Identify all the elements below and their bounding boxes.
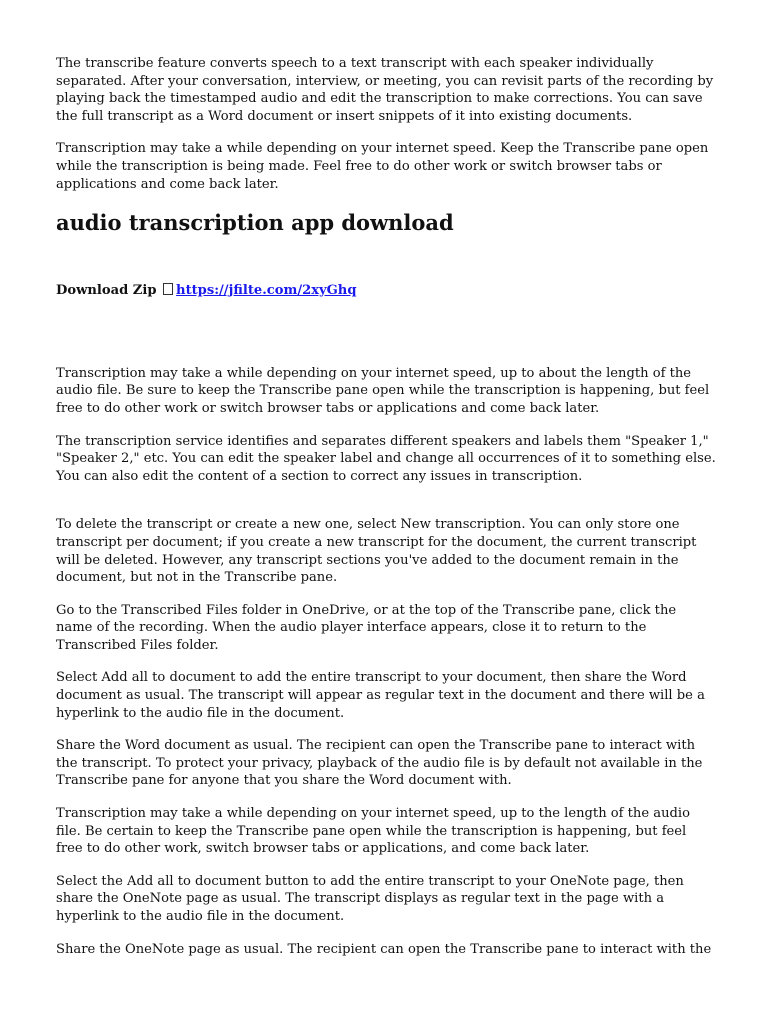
body-paragraph-8: Select the Add all to document button to add the entire transcript to your OneNote page, then share the OneNote page as usual. The transcript displays as regular text in the page with a hyperlink to the audio file in the document. — [56, 873, 684, 924]
body-paragraph-3: To delete the transcript or create a new one, select New transcription. You can only store one transcript per document; if you create a new transcript for the document, the current transcript will be deleted. However, any transcript sections you've added to the document remain in the document, but not in the Transcribe pane. — [56, 517, 697, 586]
document-page — [56, 55, 716, 958]
body-paragraph-7: Transcription may take a while depending on your internet speed, up to the length of the audio file. Be certain to keep the Transcribe pane open while the transcription is happening, but feel free to do other work, switch browser tabs or applications, and come back later. — [56, 806, 690, 857]
body-paragraph-2: The transcription service identifies and separates different speakers and labels them "Speaker 1," "Speaker 2," etc. You can edit the speaker label and change all occurrences of it to something else. You can also edit the content of a section to correct any issues in transcription. — [56, 433, 716, 484]
body-paragraph-9: Share the OneNote page as usual. The recipient can open the Transcribe pane to interact with the — [56, 941, 712, 957]
body-paragraph-5: Select Add all to document to add the entire transcript to your document, then share the Word document as usual. The transcript will appear as regular text in the document and there will be a hyperlink to the audio file in the document. — [56, 670, 705, 721]
intro-paragraph-1: The transcribe feature converts speech to a text transcript with each speaker individually separated. After your conversation, interview, or meeting, you can revisit parts of the recording by playing back the timestamped audio and edit the transcription to make corrections. You can save the full transcript as a Word document or insert snippets of it into existing documents. — [56, 56, 714, 124]
body-paragraph-1: Transcription may take a while depending on your internet speed, up to about the length of the audio file. Be sure to keep the Transcribe pane open while the transcription is happening, but feel free to do other work or switch browser tabs or applications and come back later. — [56, 365, 710, 416]
download-label: Download Zip — [56, 283, 157, 299]
missing-glyph-icon — [163, 283, 173, 295]
intro-paragraph-2: Transcription may take a while depending on your internet speed. Keep the Transcribe pane open while the transcription is being made. Feel free to do other work or switch browser tabs or applications and come back later. — [56, 141, 709, 192]
download-line — [56, 282, 716, 300]
page-heading: audio transcription app download — [56, 210, 454, 236]
body-paragraph-6: Share the Word document as usual. The recipient can open the Transcribe pane to interact with the transcript. To protect your privacy, playback of the audio file is by default not available in the Transcribe pane for anyone that you share the Word document with. — [56, 738, 703, 789]
body-paragraph-4: Go to the Transcribed Files folder in OneDrive, or at the top of the Transcribe pane, click the name of the recording. When the audio player interface appears, close it to return to the Transcribed Files folder. — [56, 602, 677, 653]
download-link[interactable]: https://jfilte.com/2xyGhq — [176, 283, 357, 299]
